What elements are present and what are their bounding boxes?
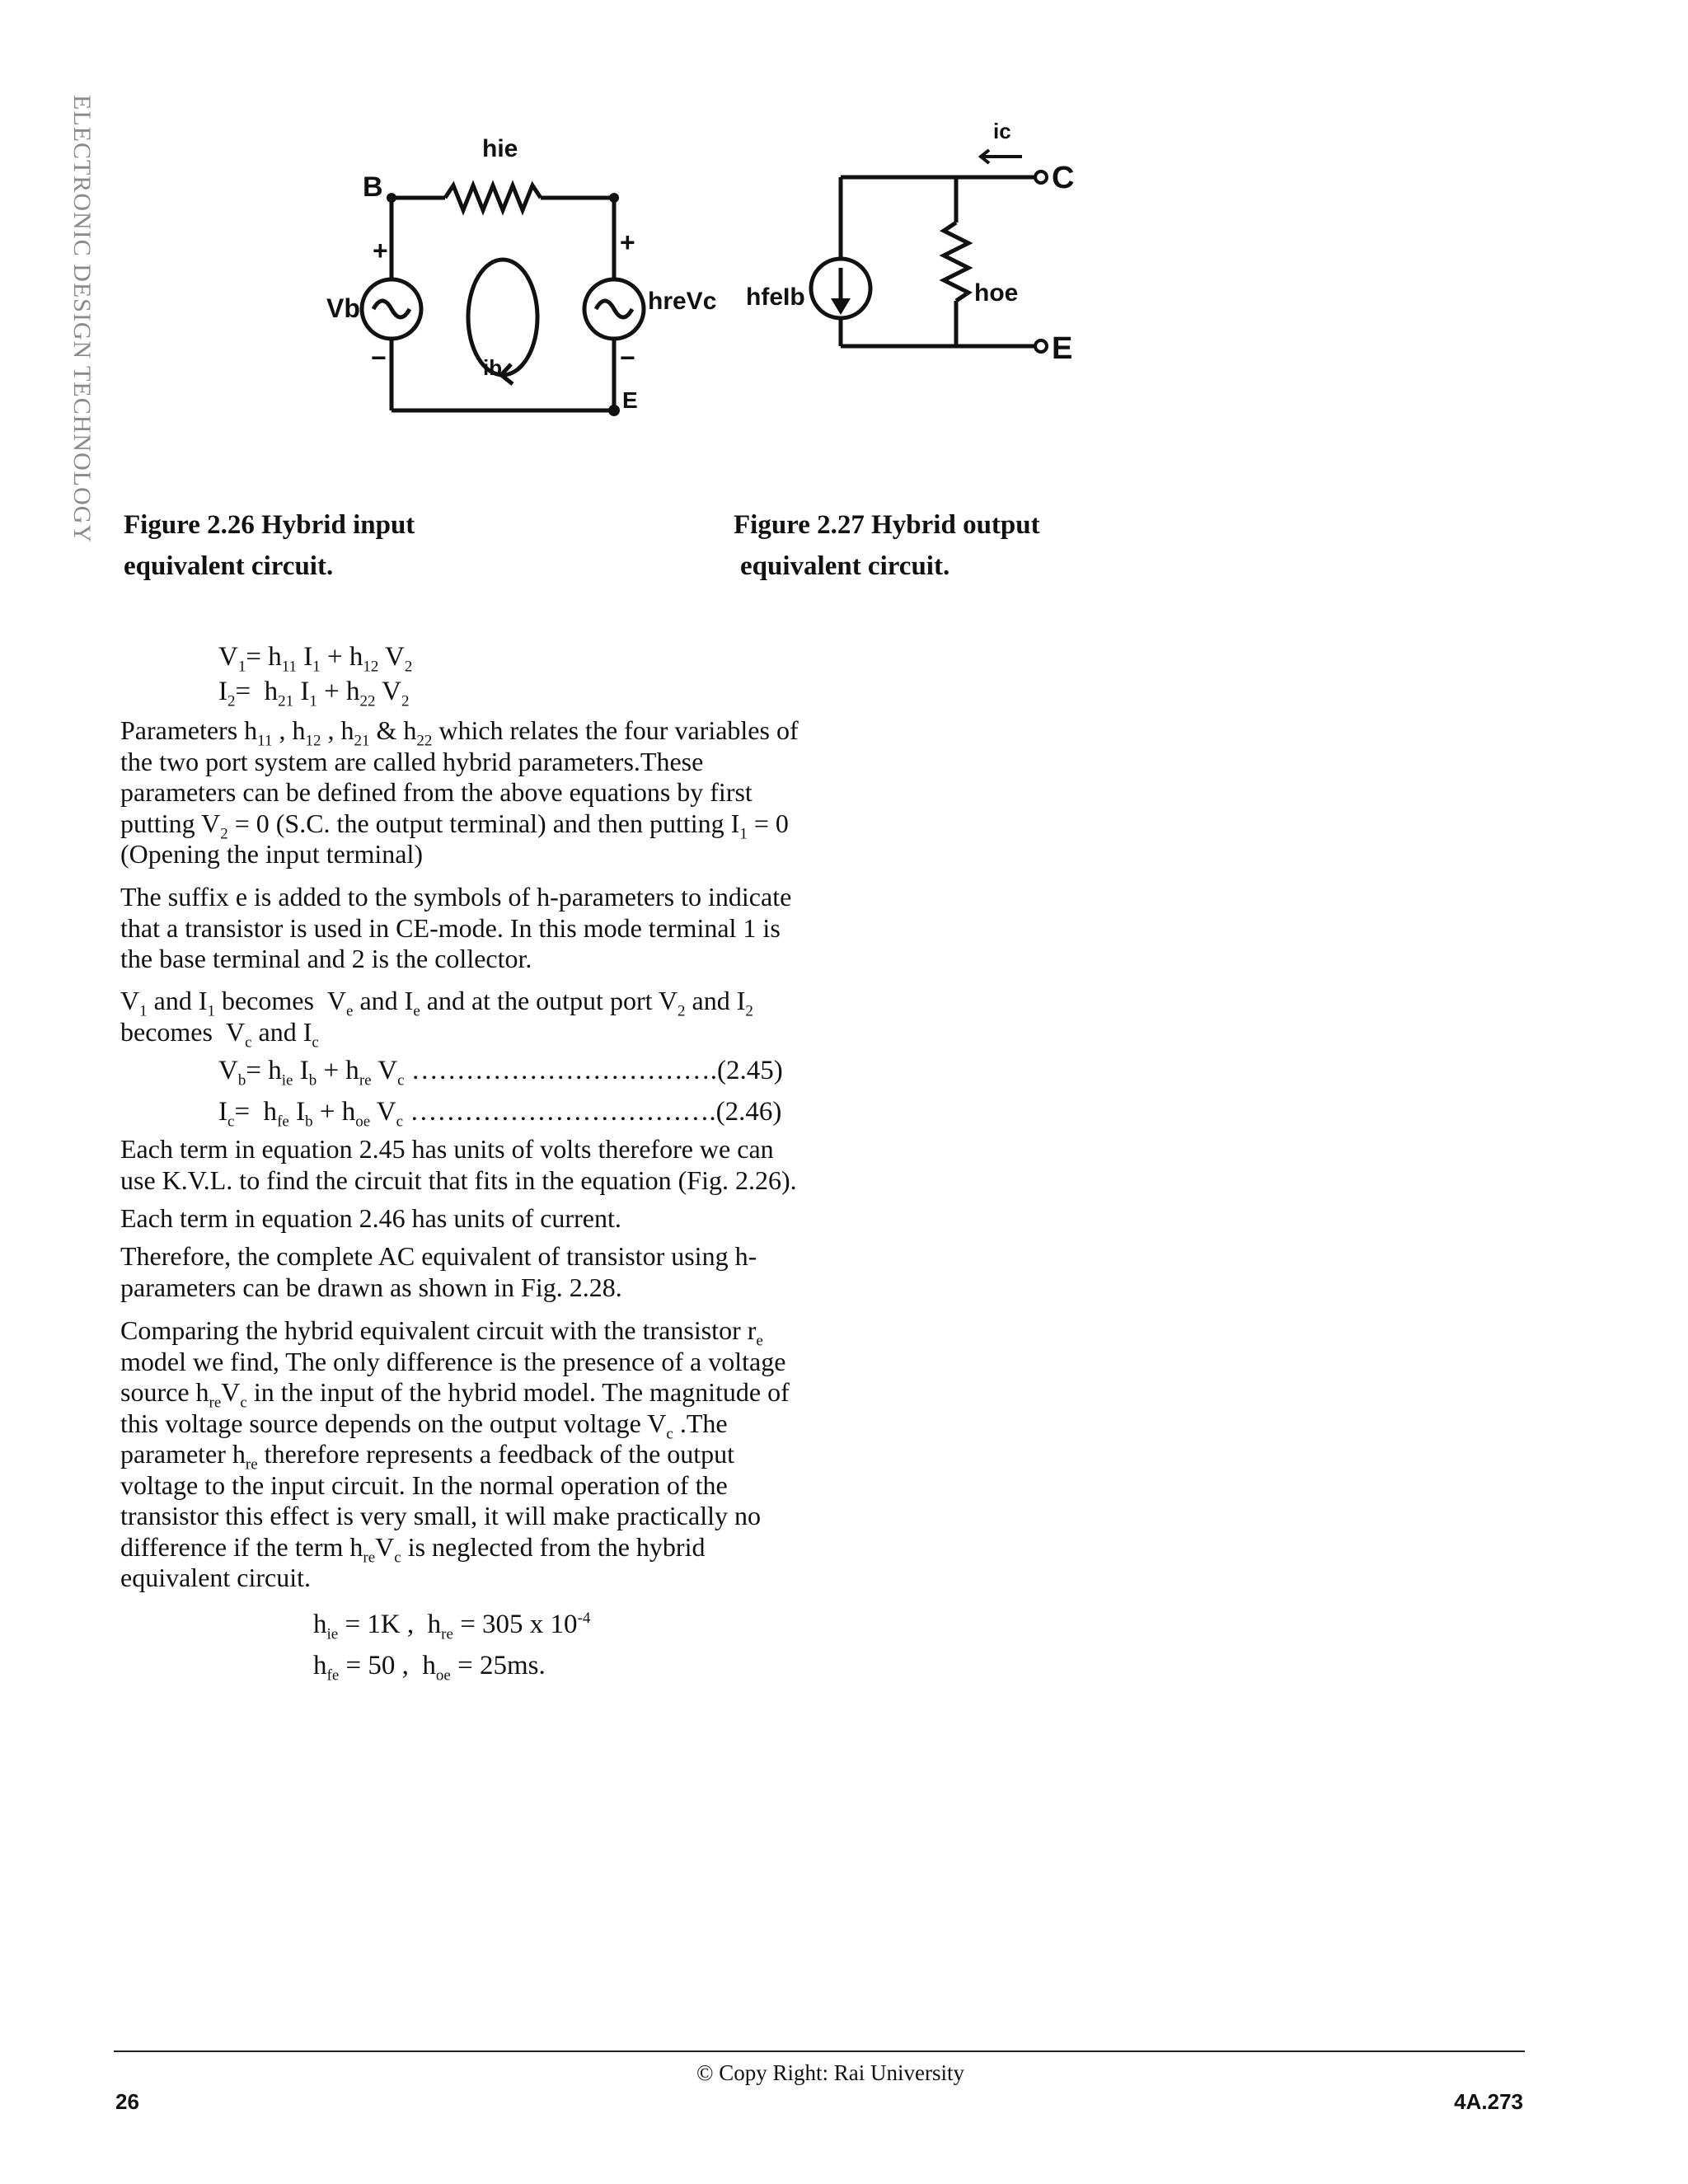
label-plus-right: + — [620, 227, 635, 257]
node-right-top — [609, 193, 619, 203]
label-ib: ib — [483, 355, 503, 380]
equation-2-45-ref: …………………………….(2.45) — [410, 1056, 783, 1085]
values-line-2: $h_{fe} = 50$ , $h_{oe} = 25ms$. — [313, 1651, 546, 1685]
caption-2-27-line2: equivalent circuit. — [740, 551, 950, 581]
footer-divider — [114, 2050, 1525, 2052]
paragraph-units-current-text: Each term in equation 2.46 has units of current. — [120, 1203, 621, 1233]
sidebar-vertical-title — [63, 95, 115, 544]
caption-2-26-line2: equivalent circuit. — [124, 551, 334, 581]
label-hie: hie — [482, 135, 518, 162]
paragraph-kvl-text: Each term in equation 2.45 has units of volts therefore we can use K.V.L. to find the circuit that fits in the equation (Fig. 2.26). — [120, 1134, 797, 1195]
voltage-source-vb — [362, 279, 421, 339]
paragraph-ac-equivalent — [120, 1241, 804, 1303]
label-hre-source: hreVc — [648, 288, 717, 315]
label-plus-left: + — [373, 236, 388, 265]
caption-2-27-line1: Figure 2.27 Hybrid output — [734, 510, 1040, 540]
paragraph-hybrid-parameters: Parameters $h_{11}$ , $h_{12}$ , $h_{21}$ & $h_{22}$ which relates the four variables of the two port system are called hybrid parameters.These parameters can be defined from the above equations by first putting $V_2 = 0$ (S.C. the output terminal) and then putting $I_1 = 0$ (Opening the input terminal) — [120, 715, 799, 869]
footer-copyright: © Copy Right: Rai University — [696, 2060, 965, 2085]
ic-arrow — [981, 150, 1022, 163]
paragraph-comparison: Comparing the hybrid equivalent circuit with the transistor $r_e$ model we find, The only difference is the presence of a voltage source $h_{re}V_c$ in the input of the hybrid model. The magnitude of this voltage source depends on the output voltage $V_c$ .The parameter $h_{re}$ therefore represents a feedback of the output voltage to the input circuit. In the normal operation of the transistor this effect is very small, it will make practically no difference if the term $h_{re}V_c$ is neglected from the hybrid equivalent circuit. — [120, 1315, 790, 1592]
figure-hybrid-input-circuit — [321, 91, 734, 420]
label-e-out: E — [1052, 331, 1073, 366]
label-minus-right: − — [620, 343, 635, 373]
node-e — [608, 405, 620, 416]
paragraph-kvl — [120, 1134, 804, 1196]
equation-2-46: $I_c= h_{fe}$ $I_b + h_{oe}$ $V_c$ …………………………….(2.46) — [218, 1097, 782, 1131]
equation-2-46-ref: …………………………….(2.46) — [410, 1097, 782, 1127]
equation-v1: $V_1= h_{11}$ $I_1 + h_{12}$ $V_2$ — [218, 642, 413, 676]
label-c: C — [1052, 161, 1075, 195]
sidebar-title-text: ELECTRONIC DESIGN TECHNOLOGY — [68, 95, 96, 544]
caption-figure-2-27 — [734, 504, 1040, 587]
paragraph-becomes: $V_1$ and $I_1$ becomes $V_e$ and $I_e$ and at the output port $V_2$ and $I_2$ becomes $V_c$ and $I_c$ — [120, 986, 753, 1051]
equation-2-45: $V_b= h_{ie}$ $I_b + h_{re}$ $V_c$ …………………………….(2.45) — [218, 1056, 783, 1090]
values-line-1: $h_{ie} = 1K$ , $h_{re} = 305$ x $10^{-4}$ — [313, 1610, 591, 1643]
label-hfe-source: hfeIb — [746, 284, 805, 311]
paragraph-suffix-e — [120, 882, 804, 975]
caption-2-26-line1: Figure 2.26 Hybrid input — [124, 510, 415, 540]
label-minus-left: − — [371, 343, 387, 373]
label-hoe: hoe — [974, 279, 1019, 307]
node-b — [387, 193, 396, 203]
equation-i2: $I_2= h_{21}$ $I_1 + h_{22}$ $V_2$ — [218, 677, 410, 710]
label-ic: ic — [993, 119, 1011, 143]
label-b: B — [363, 171, 383, 203]
label-vb: Vb — [326, 293, 360, 323]
figure-hybrid-output-circuit — [742, 99, 1104, 404]
document-code: 4A.273 — [1454, 2089, 1523, 2114]
caption-figure-2-26 — [124, 504, 415, 587]
loop-current-arrow — [468, 260, 537, 384]
voltage-source-hre — [584, 279, 644, 339]
paragraph-units-current — [120, 1203, 804, 1235]
paragraph-ac-equivalent-text: Therefore, the complete AC equivalent of transistor using h-parameters can be drawn as shown in Fig. 2.28. — [120, 1241, 757, 1302]
paragraph-suffix-e-text: The suffix e is added to the symbols of h-parameters to indicate that a transistor is used in CE-mode. In this mode terminal 1 is the base terminal and 2 is the collector. — [120, 882, 792, 973]
label-e: E — [622, 387, 638, 413]
terminal-e — [1035, 340, 1047, 352]
terminal-c — [1035, 171, 1047, 183]
page-number: 26 — [115, 2089, 139, 2114]
